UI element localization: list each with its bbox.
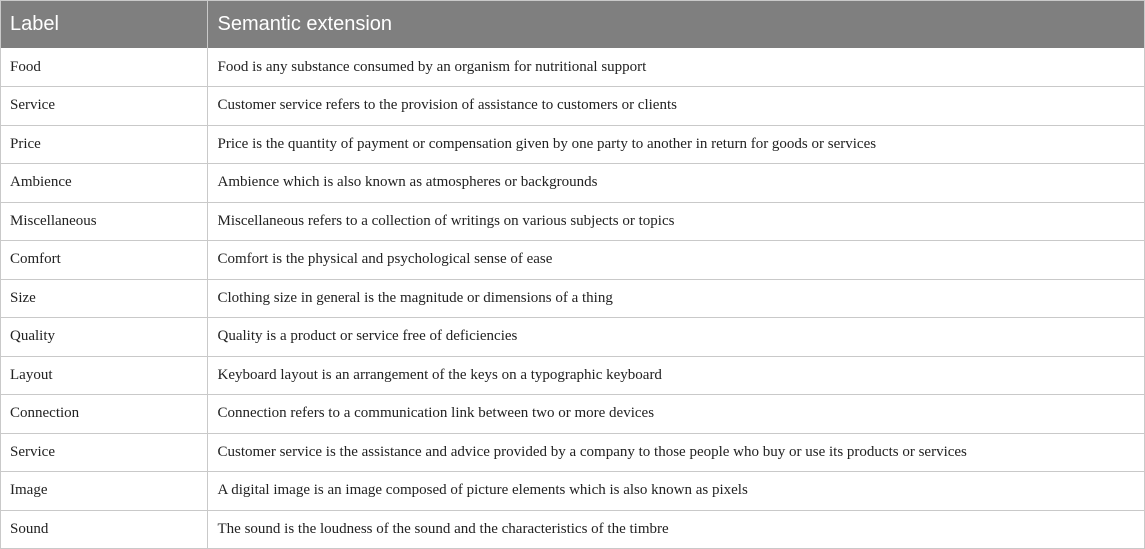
row-label: Quality [0, 318, 207, 357]
table-body [0, 48, 1145, 549]
row-label: Connection [0, 395, 207, 434]
row-extension: Clothing size in general is the magnitude or dimensions of a thing [207, 279, 1145, 318]
table-row [0, 125, 1145, 164]
row-extension: Food is any substance consumed by an organism for nutritional support [207, 48, 1145, 87]
row-label: Comfort [0, 241, 207, 280]
row-label: Size [0, 279, 207, 318]
row-extension: Quality is a product or service free of deficiencies [207, 318, 1145, 357]
row-label: Service [0, 87, 207, 126]
table-row [0, 87, 1145, 126]
row-extension: Customer service refers to the provision of assistance to customers or clients [207, 87, 1145, 126]
row-extension: Comfort is the physical and psychological sense of ease [207, 241, 1145, 280]
table-row [0, 395, 1145, 434]
table-row [0, 202, 1145, 241]
row-label: Image [0, 472, 207, 511]
row-extension: Price is the quantity of payment or compensation given by one party to another in return for goods or services [207, 125, 1145, 164]
header-row [0, 0, 1145, 48]
row-label: Food [0, 48, 207, 87]
row-extension: A digital image is an image composed of picture elements which is also known as pixels [207, 472, 1145, 511]
header-semantic-extension: Semantic extension [217, 12, 393, 35]
table-row [0, 279, 1145, 318]
table-row [0, 164, 1145, 203]
row-extension: Ambience which is also known as atmospheres or backgrounds [207, 164, 1145, 203]
row-label: Sound [0, 510, 207, 549]
row-extension: Miscellaneous refers to a collection of writings on various subjects or topics [207, 202, 1145, 241]
table-row [0, 433, 1145, 472]
table-row [0, 510, 1145, 549]
header-label: Label [0, 0, 207, 48]
row-label: Service [0, 433, 207, 472]
row-label: Ambience [0, 164, 207, 203]
row-extension: Connection refers to a communication link between two or more devices [207, 395, 1145, 434]
row-label: Price [0, 125, 207, 164]
table-header [0, 0, 1145, 48]
row-label: Miscellaneous [0, 202, 207, 241]
row-extension: Keyboard layout is an arrangement of the keys on a typographic keyboard [207, 356, 1145, 395]
row-label: Layout [0, 356, 207, 395]
row-extension: Customer service is the assistance and advice provided by a company to those people who buy or use its products or services [207, 433, 1145, 472]
table-row [0, 356, 1145, 395]
table-row [0, 472, 1145, 511]
table-row [0, 48, 1145, 87]
row-extension: The sound is the loudness of the sound and the characteristics of the timbre [207, 510, 1145, 549]
table-row [0, 318, 1145, 357]
table-row [0, 241, 1145, 280]
